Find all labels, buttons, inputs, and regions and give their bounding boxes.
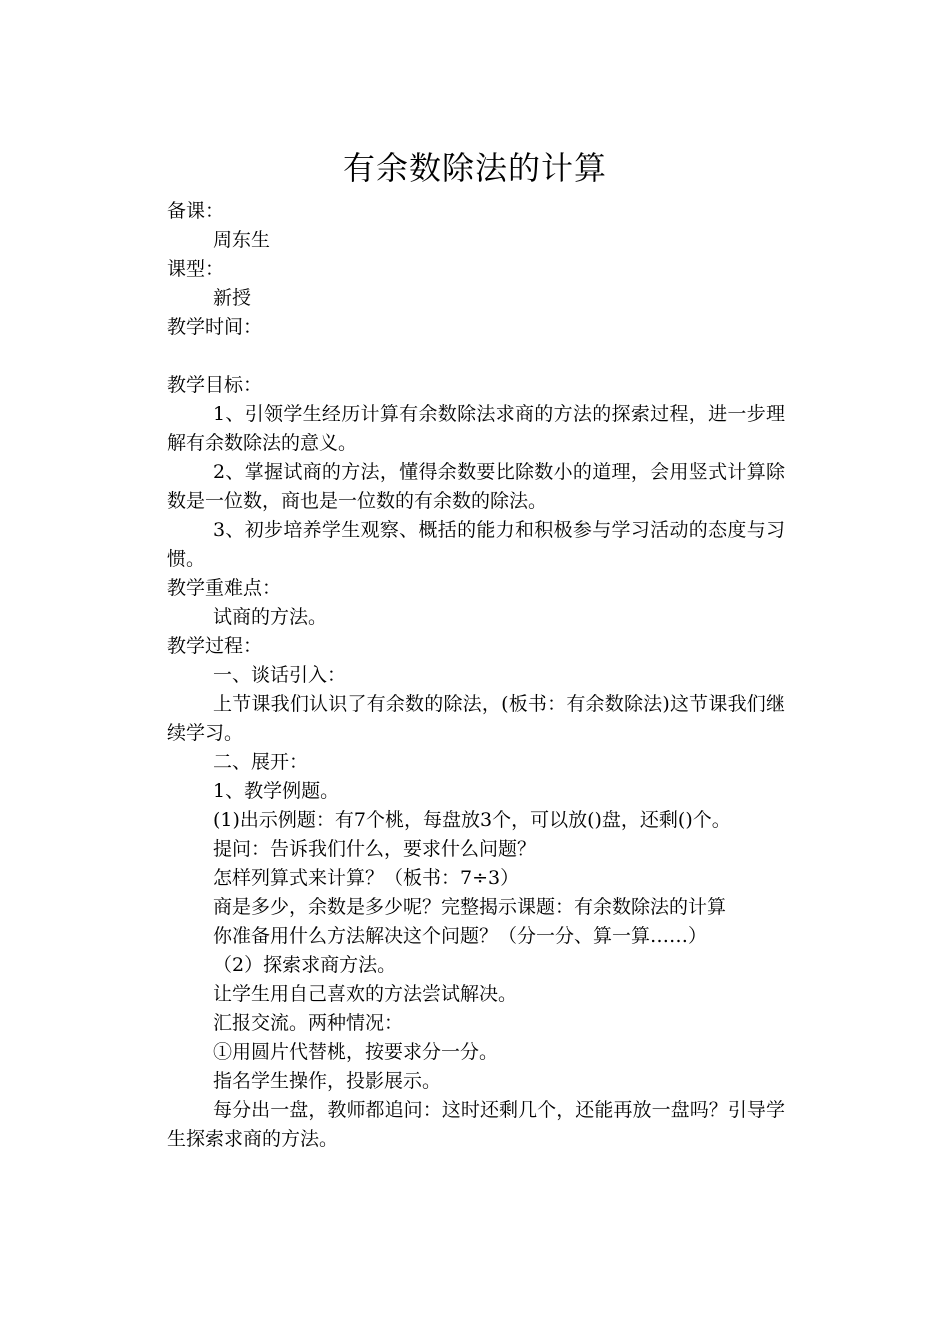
paragraph: 提问：告诉我们什么，要求什么问题？ [213,838,537,860]
goal-item: 1、引领学生经历计算有余数除法求商的方法的探索过程，进一步理解有余数除法的意义。 [167,403,785,454]
teaching-time-label: 教学时间： [167,316,263,338]
paragraph: 指名学生操作，投影展示。 [213,1070,442,1092]
subsection-heading: （2）探索求商方法。 [213,954,397,976]
paragraph: 上节课我们认识了有余数的除法，(板书：有余数除法)这节课我们继续学习。 [167,693,785,744]
blank-line [167,342,785,371]
process-label: 教学过程： [167,635,263,657]
goal-item: 2、掌握试商的方法，懂得余数要比除数小的道理，会用竖式计算除数是一位数，商也是一位数的有余数的除法。 [167,461,785,512]
section-heading: 二、展开： [213,751,309,773]
key-points-label: 教学重难点： [167,577,282,599]
prep-label: 备课： [167,200,225,222]
key-points-value: 试商的方法。 [213,606,328,628]
goal-item: 3、初步培养学生观察、概括的能力和积极参与学习活动的态度与习惯。 [167,519,785,570]
example-problem: (1)出示例题：有7个桃，每盘放3个，可以放()盘，还剩()个。 [213,809,731,831]
paragraph: 怎样列算式来计算？（板书：7÷3） [213,867,520,889]
section-heading: 一、谈话引入： [213,664,347,686]
lesson-type-value: 新授 [213,287,252,309]
goals-label: 教学目标： [167,374,263,396]
teacher-name: 周东生 [213,229,271,251]
lesson-type-label: 课型： [167,258,225,280]
subsection-heading: 1、教学例题。 [213,780,340,802]
paragraph: 每分出一盘，教师都追问：这时还剩几个，还能再放一盘吗？引导学生探索求商的方法。 [167,1099,785,1150]
document-body [167,197,785,1154]
paragraph: 你准备用什么方法解决这个问题？（分一分、算一算……） [213,925,708,947]
paragraph: 让学生用自己喜欢的方法尝试解决。 [213,983,518,1005]
paragraph: 商是多少，余数是多少呢？完整揭示课题：有余数除法的计算 [213,896,727,918]
document-title: 有余数除法的计算 [342,149,607,187]
paragraph: 汇报交流。两种情况： [213,1012,404,1034]
paragraph: ①用圆片代替桃，按要求分一分。 [213,1041,499,1063]
